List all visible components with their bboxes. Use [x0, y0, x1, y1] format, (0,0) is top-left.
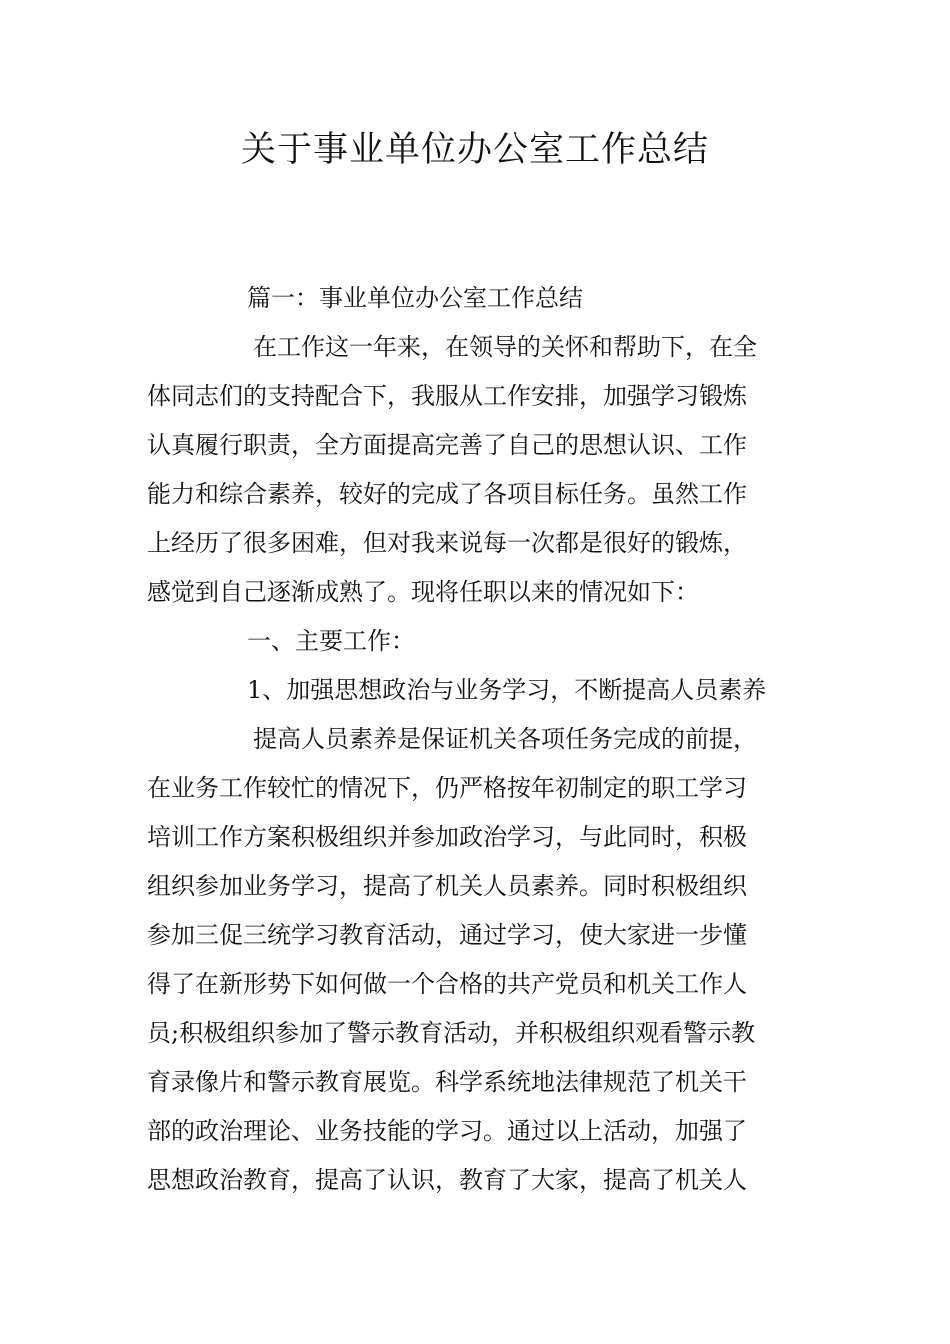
document-title: 关于事业单位办公室工作总结 — [240, 130, 709, 170]
paragraph-line: 组织参加业务学习，提高了机关人员素养。同时积极组织 — [147, 872, 747, 900]
paragraph-line: 上经历了很多困难，但对我来说每一次都是很好的锻炼， — [147, 529, 747, 557]
paragraph-line: 得了在新形势下如何做一个合格的共产党员和机关工作人 — [147, 970, 747, 998]
paragraph-line: 能力和综合素养，较好的完成了各项目标任务。虽然工作 — [147, 480, 747, 508]
paragraph-line: 在工作这一年来，在领导的关怀和帮助下，在全 — [253, 333, 757, 361]
numbered-heading: 1、加强思想政治与业务学习，不断提高人员素养 — [247, 676, 767, 704]
paragraph-line: 参加三促三统学习教育活动，通过学习，使大家进一步懂 — [147, 921, 747, 949]
paragraph-line: 员;积极组织参加了警示教育活动，并积极组织观看警示教 — [147, 1019, 756, 1047]
section-heading: 篇一：事业单位办公室工作总结 — [247, 284, 583, 312]
paragraph-line: 感觉到自己逐渐成熟了。现将任职以来的情况如下： — [147, 578, 699, 606]
document-body — [147, 274, 807, 1205]
paragraph-line: 在业务工作较忙的情况下，仍严格按年初制定的职工学习 — [147, 774, 747, 802]
paragraph-line: 体同志们的支持配合下，我服从工作安排，加强学习锻炼 — [147, 382, 747, 410]
paragraph-line: 育录像片和警示教育展览。科学系统地法律规范了机关干 — [147, 1068, 747, 1096]
paragraph-line: 认真履行职责，全方面提高完善了自己的思想认识、工作 — [147, 431, 747, 459]
paragraph-line: 思想政治教育，提高了认识，教育了大家，提高了机关人 — [147, 1166, 747, 1194]
paragraph-line: 培训工作方案积极组织并参加政治学习，与此同时，积极 — [147, 823, 747, 851]
section-subheading: 一、主要工作： — [247, 627, 415, 655]
paragraph-line: 提高人员素养是保证机关各项任务完成的前提， — [253, 725, 757, 753]
paragraph-line: 部的政治理论、业务技能的学习。通过以上活动，加强了 — [147, 1117, 747, 1145]
